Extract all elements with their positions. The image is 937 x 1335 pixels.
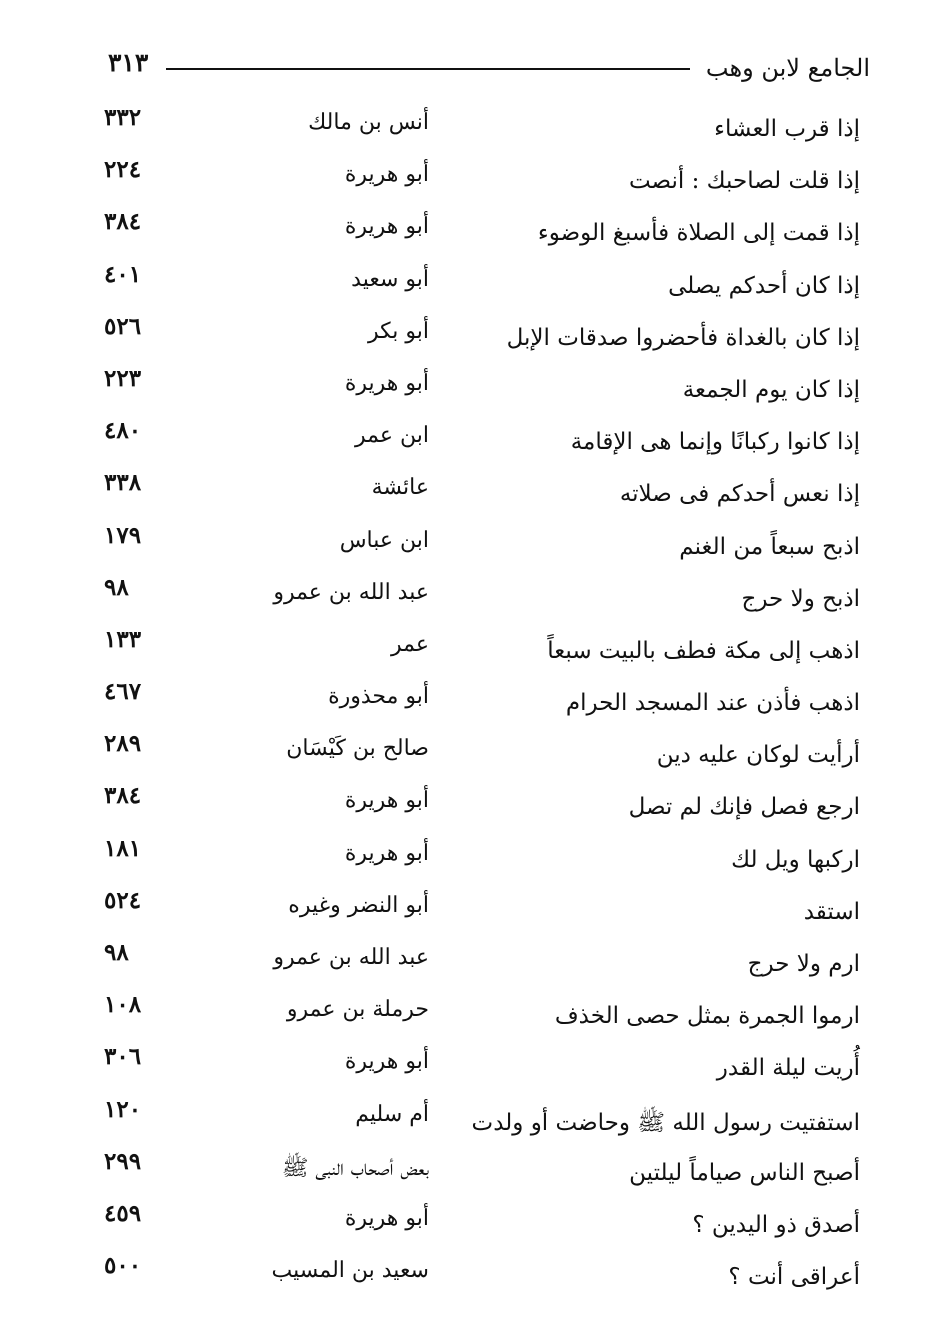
page-reference: ٣٨٤ xyxy=(104,782,142,810)
narrator-name: أبو النضر وغيره xyxy=(288,892,429,918)
hadith-text: إذا قلت لصاحبك : أنصت xyxy=(628,168,860,195)
hadith-text: إذا كان أحدكم يصلى xyxy=(668,272,860,299)
index-row xyxy=(0,1096,937,1148)
hadith-text: اركبها ويل لك xyxy=(731,846,860,873)
page-reference: ٤٥٩ xyxy=(104,1199,142,1227)
index-row xyxy=(0,939,937,991)
page-reference: ٤٦٧ xyxy=(104,678,142,706)
narrator-name: أبو محذورة xyxy=(328,684,429,710)
hadith-text: ارجع فصل فإنك لم تصل xyxy=(628,794,860,821)
page-reference: ٣٠٦ xyxy=(104,1043,142,1071)
narrator-name: أبو بكر xyxy=(367,318,429,344)
index-row xyxy=(0,887,937,939)
narrator-name: أبو هريرة xyxy=(344,788,429,814)
index-row xyxy=(0,678,937,730)
narrator-name: حرملة بن عمرو xyxy=(286,997,429,1023)
narrator-name: ابن عباس xyxy=(339,527,429,553)
page-reference: ١٧٩ xyxy=(104,521,142,549)
hadith-text: إذا نعس أحدكم فى صلاته xyxy=(619,481,860,508)
index-row xyxy=(0,417,937,469)
page-reference: ١٠٨ xyxy=(104,991,142,1019)
hadith-text: ارم ولا حرج xyxy=(747,951,860,977)
page-reference: ٣٣٢ xyxy=(104,104,142,131)
index-row xyxy=(0,991,937,1043)
header-rule xyxy=(166,68,690,70)
narrator-name: أبو هريرة xyxy=(344,840,429,866)
running-header xyxy=(100,48,870,92)
page-reference: ١٨١ xyxy=(104,834,142,862)
page-reference: ٢٨٩ xyxy=(104,730,142,758)
hadith-text: إذا كان يوم الجمعة xyxy=(682,376,860,403)
page-reference: ٥٢٦ xyxy=(104,312,142,340)
narrator-name: أبو هريرة xyxy=(344,370,429,396)
page-reference: ٣٨٤ xyxy=(104,208,142,236)
hadith-text: ارموا الجمرة بمثل حصى الخذف xyxy=(554,1003,860,1030)
narrator-name: عائشة xyxy=(371,475,429,501)
narrator-name: عمر xyxy=(391,631,429,657)
hadith-text: إذا كان بالغداة فأحضروا صدقات الإبل xyxy=(506,324,860,351)
index-row xyxy=(0,208,937,260)
narrator-name: أبو هريرة xyxy=(344,214,429,240)
narrator-name: أم سليم xyxy=(355,1101,429,1127)
hadith-text: إذا قرب العشاء xyxy=(714,116,860,142)
index-row xyxy=(0,1200,937,1252)
index-row xyxy=(0,156,937,208)
hadith-text: اذبح سبعاً من الغنم xyxy=(679,533,860,560)
hadith-text: أرأيت لوكان عليه دين xyxy=(656,742,860,769)
index-row xyxy=(0,1148,937,1200)
hadith-text: أصدق ذو اليدين ؟ xyxy=(692,1211,860,1238)
hadith-text: اذبح ولا حرج xyxy=(741,585,860,612)
page-reference: ٢٢٤ xyxy=(104,156,142,184)
index-list xyxy=(0,104,937,1304)
page-reference: ٢٢٣ xyxy=(104,364,142,392)
hadith-text: استفتيت رسول الله ﷺ وحاضت أو ولدت xyxy=(471,1109,860,1136)
page-reference: ٣٣٨ xyxy=(104,469,142,497)
narrator-name: عبد الله بن عمرو xyxy=(273,945,429,970)
index-row xyxy=(0,469,937,521)
page-reference: ٤٨٠ xyxy=(104,417,142,445)
page-reference: ١٣٣ xyxy=(104,625,142,653)
page-reference: ٥٠٠ xyxy=(104,1252,142,1280)
narrator-name: بعض أصحاب النبى ﷺ xyxy=(281,1155,429,1181)
index-row xyxy=(0,1252,937,1304)
index-row xyxy=(0,626,937,678)
page-reference: ١٢٠ xyxy=(104,1095,142,1123)
hadith-text: إذا كانوا ركبانًا وإنما هى الإقامة xyxy=(570,429,860,456)
index-row xyxy=(0,104,937,156)
index-row xyxy=(0,365,937,417)
page-reference: ٩٨ xyxy=(104,939,129,966)
index-row xyxy=(0,574,937,626)
narrator-name: عبد الله بن عمرو xyxy=(273,579,429,605)
index-row xyxy=(0,835,937,887)
narrator-name: سعيد بن المسيب xyxy=(271,1258,429,1284)
hadith-text: إذا قمت إلى الصلاة فأسبغ الوضوء xyxy=(537,220,860,247)
narrator-name: ابن عمر xyxy=(355,423,429,449)
page-reference: ٢٩٩ xyxy=(104,1147,142,1175)
hadith-text: أصبح الناس صياماً ليلتين xyxy=(629,1159,860,1186)
index-row xyxy=(0,261,937,313)
narrator-name: أبو هريرة xyxy=(344,162,429,188)
hadith-text: أعراقى أنت ؟ xyxy=(728,1264,860,1291)
index-row xyxy=(0,1043,937,1095)
page-reference: ٥٢٤ xyxy=(104,886,142,914)
narrator-name: أبو سعيد xyxy=(351,266,429,292)
page-reference: ٩٨ xyxy=(104,573,129,601)
hadith-text: اذهب فأذن عند المسجد الحرام xyxy=(565,690,860,717)
index-row xyxy=(0,313,937,365)
hadith-text: اذهب إلى مكة فطف بالبيت سبعاً xyxy=(547,637,860,664)
book-title: الجامع لابن وهب xyxy=(705,54,870,82)
hadith-text: استقد xyxy=(803,898,860,925)
narrator-name: أبو هريرة xyxy=(344,1205,429,1231)
index-row xyxy=(0,730,937,782)
hadith-text: أُريت ليلة القدر xyxy=(716,1055,860,1082)
index-row xyxy=(0,522,937,574)
page-number: ٣١٣ xyxy=(108,48,149,77)
narrator-name: صالح بن كَيْسَان xyxy=(286,736,429,762)
narrator-name: أنس بن مالك xyxy=(308,110,429,135)
page-reference: ٤٠١ xyxy=(104,260,142,288)
index-row xyxy=(0,782,937,834)
narrator-name: أبو هريرة xyxy=(344,1049,429,1075)
